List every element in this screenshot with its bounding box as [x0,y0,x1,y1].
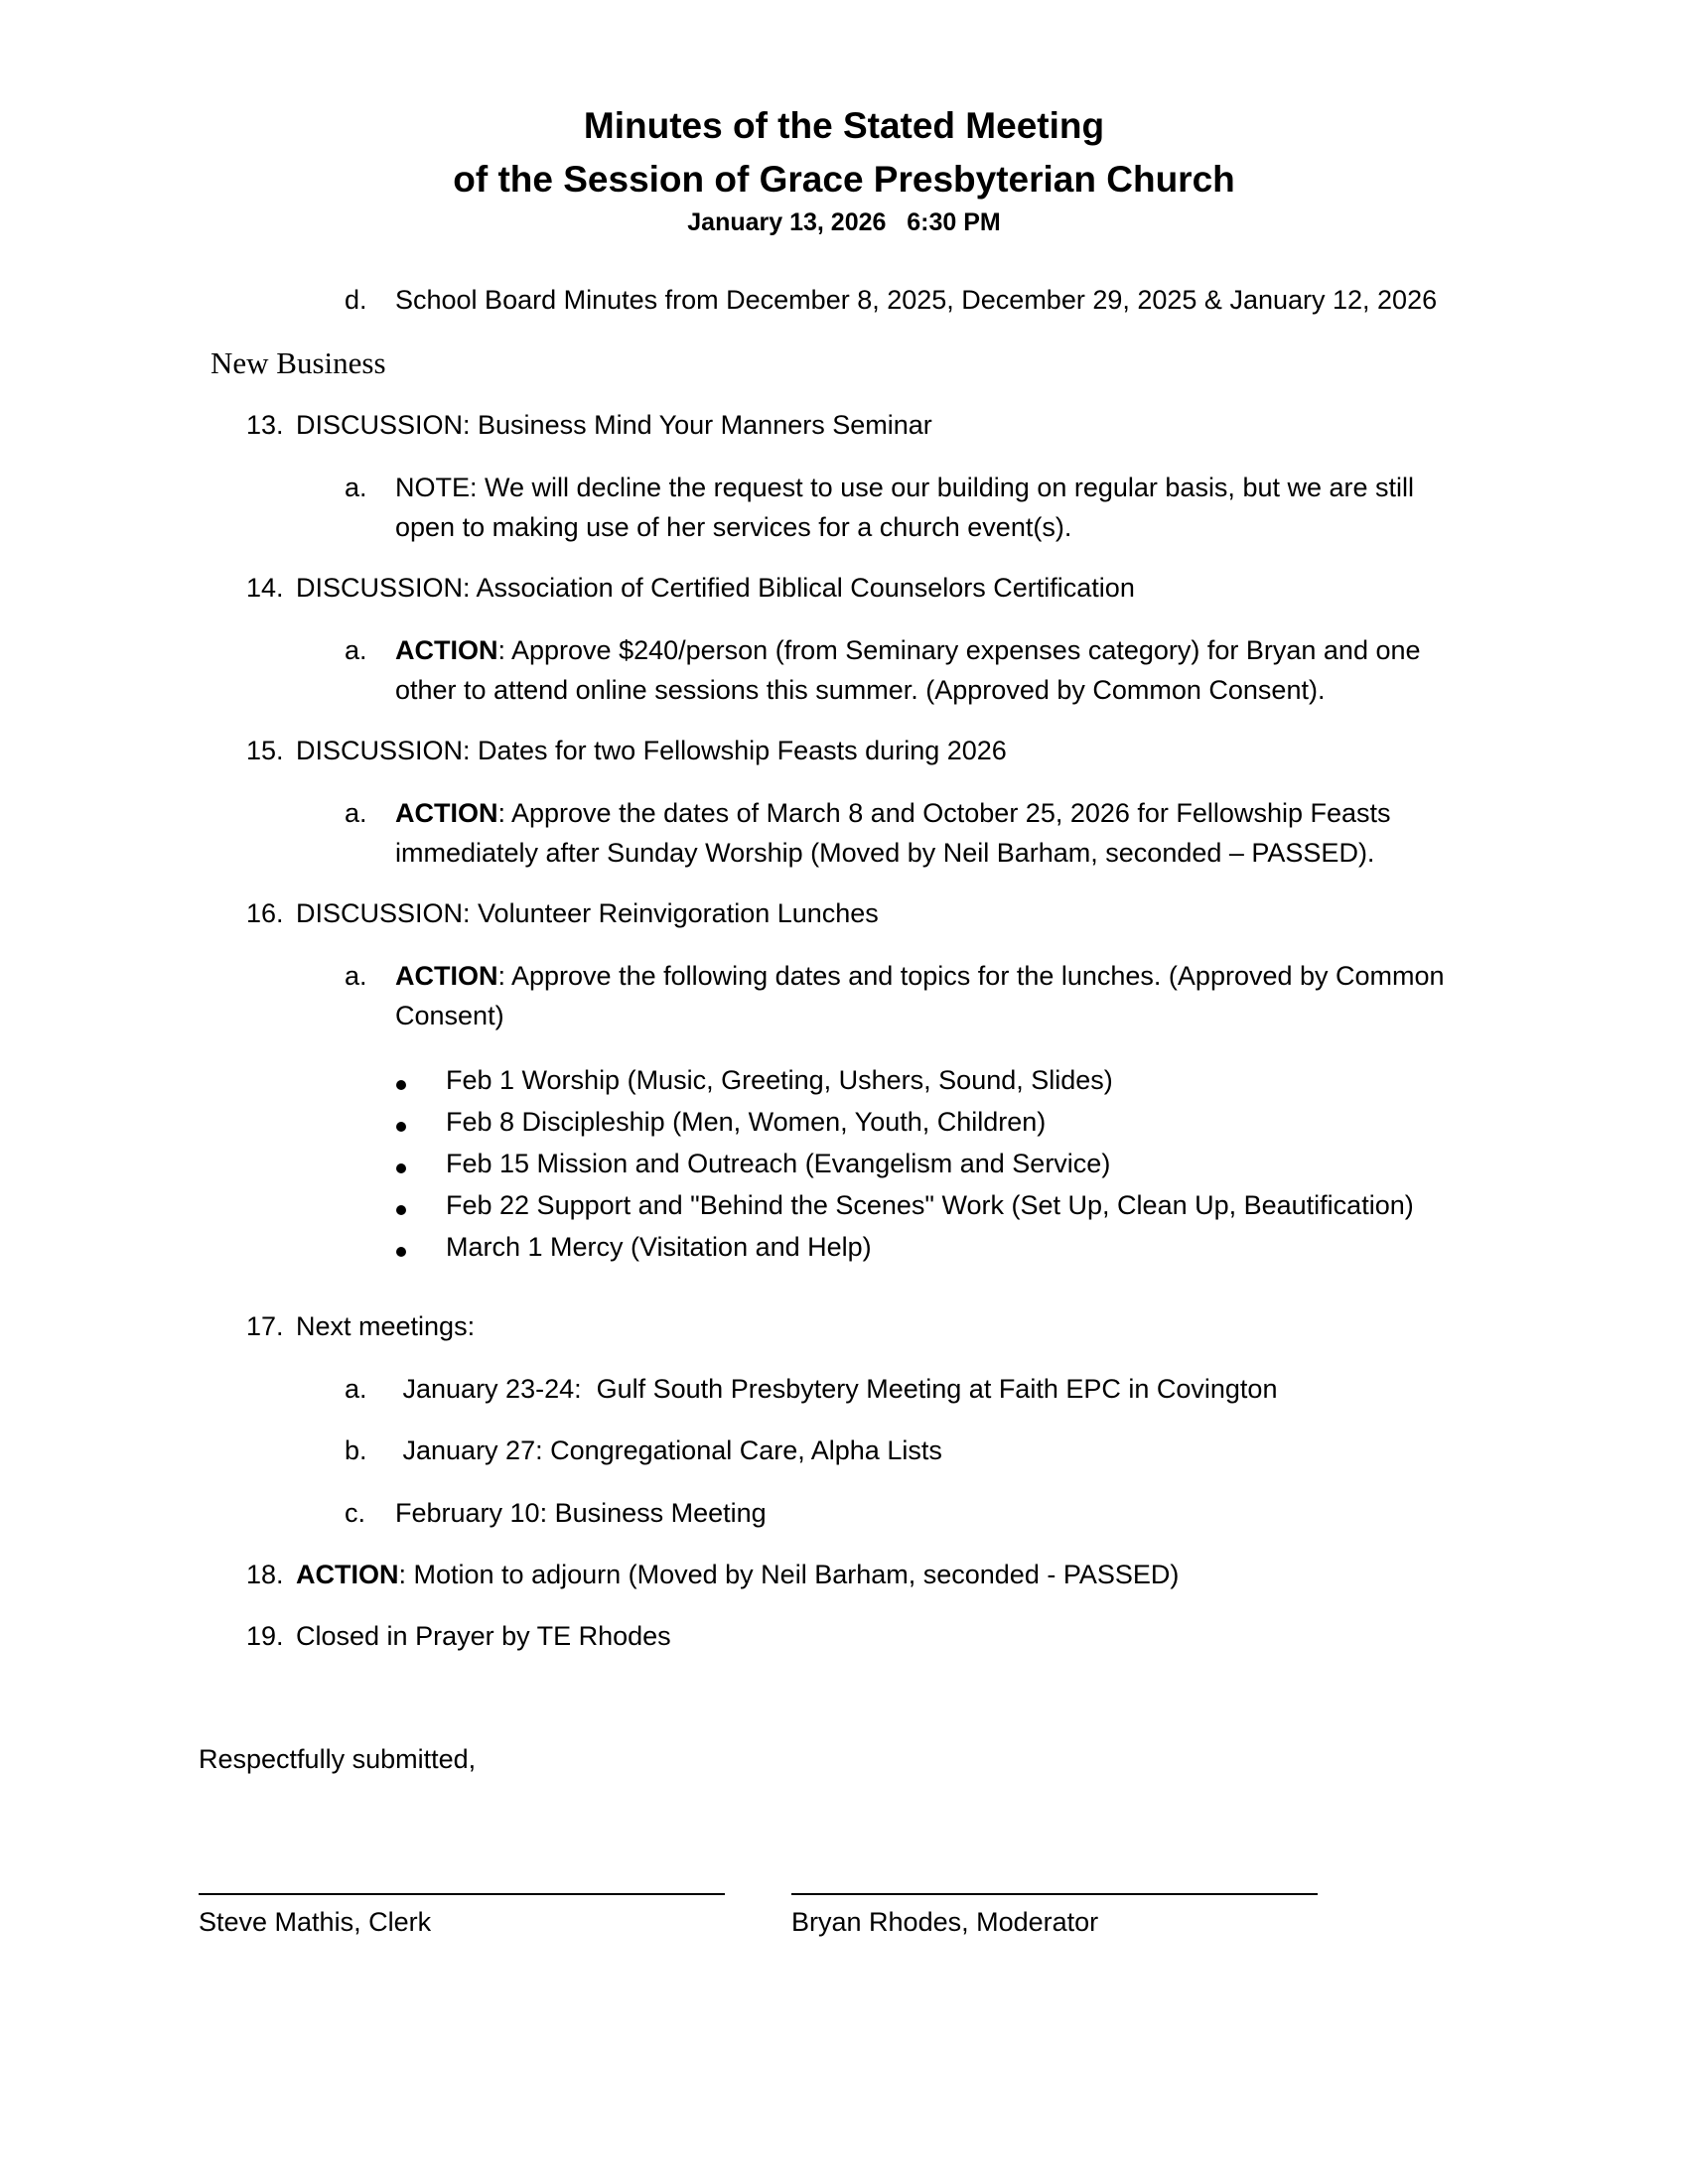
action-label: ACTION [296,1560,399,1589]
item-14-sub-text [395,630,1477,710]
item-13-sub-text: NOTE: We will decline the request to use our building on regular basis, but we are still open to making use of her services for a church event(s). [395,473,1415,542]
item-19 [246,1616,671,1656]
item-16-sub-text [395,956,1497,1035]
item-17 [246,1306,475,1346]
item-16-sub-marker: a. [345,961,367,991]
item-14 [246,568,1135,608]
item-number: 15. [246,736,284,765]
bullet-item: Feb 15 Mission and Outreach (Evangelism and Service) [446,1149,1111,1178]
item-13-sub-marker: a. [345,473,367,502]
action-text: : Approve the dates of March 8 and October 25, 2026 for Fellowship Feasts immediately after Sunday Worship (Moved by Neil Barham, seconded – PASSED). [395,798,1391,868]
item-15 [246,731,1007,770]
signature-name-moderator: Bryan Rhodes, Moderator [791,1907,1099,1937]
item-text: DISCUSSION: Volunteer Reinvigoration Lunches [296,898,879,928]
item-number: 18. [246,1560,284,1589]
bullet-icon [396,1163,406,1173]
item-number: 16. [246,898,284,928]
signature-line-moderator [791,1893,1318,1895]
action-label: ACTION [395,798,498,828]
item-16 [246,893,879,933]
action-text: : Approve $240/person (from Seminary expenses category) for Bryan and one other to attend online sessions this summer. (Approved by Common Consent). [395,635,1421,705]
item-text: Next meetings: [296,1311,476,1341]
signature-line-clerk [199,1893,725,1895]
item-14-sub-marker: a. [345,635,367,665]
item-15-sub-text [395,793,1477,873]
bullet-icon [396,1247,406,1257]
bullet-item: Feb 22 Support and "Behind the Scenes" Work (Set Up, Clean Up, Beautification) [446,1190,1414,1220]
section-heading: New Business [211,345,386,380]
meeting-sub-marker: a. [345,1374,367,1404]
item-text: DISCUSSION: Dates for two Fellowship Feasts during 2026 [296,736,1007,765]
meeting-sub-marker: c. [345,1498,366,1528]
document-title-line1: Minutes of the Stated Meeting [583,105,1105,146]
bullet-item: Feb 1 Worship (Music, Greeting, Ushers, Sound, Slides) [446,1065,1113,1095]
item-18 [246,1555,1179,1594]
signature-name-clerk: Steve Mathis, Clerk [199,1907,432,1937]
bullet-item: March 1 Mercy (Visitation and Help) [446,1232,872,1262]
item-13 [246,405,932,445]
item-text: Closed in Prayer by TE Rhodes [296,1621,671,1651]
item-text: DISCUSSION: Association of Certified Biblical Counselors Certification [296,573,1135,603]
meeting-date-time: January 13, 2026 6:30 PM [687,208,1001,236]
meeting-sub-marker: b. [345,1435,367,1465]
item-number: 17. [246,1311,284,1341]
item-text: DISCUSSION: Business Mind Your Manners Seminar [296,410,932,440]
bullet-item: Feb 8 Discipleship (Men, Women, Youth, Children) [446,1107,1047,1137]
carryover-marker: d. [345,285,367,315]
meeting-sub-text: January 27: Congregational Care, Alpha Lists [395,1435,942,1465]
action-text: : Approve the following dates and topics for the lunches. (Approved by Common Consent) [395,961,1445,1030]
meeting-sub-text: February 10: Business Meeting [395,1498,767,1528]
document-title-line2: of the Session of Grace Presbyterian Church [453,159,1235,200]
closing-text: Respectfully submitted, [199,1744,477,1774]
item-number: 14. [246,573,284,603]
bullet-icon [396,1080,406,1090]
bullet-icon [396,1122,406,1132]
item-number: 19. [246,1621,284,1651]
carryover-text: School Board Minutes from December 8, 2025, December 29, 2025 & January 12, 2026 [395,285,1438,315]
action-label: ACTION [395,961,498,991]
action-label: ACTION [395,635,498,665]
item-text: : Motion to adjourn (Moved by Neil Barham, seconded - PASSED) [398,1560,1180,1589]
meeting-sub-text: January 23-24: Gulf South Presbytery Meeting at Faith EPC in Covington [395,1374,1278,1404]
bullet-icon [396,1205,406,1215]
item-number: 13. [246,410,284,440]
item-15-sub-marker: a. [345,798,367,828]
